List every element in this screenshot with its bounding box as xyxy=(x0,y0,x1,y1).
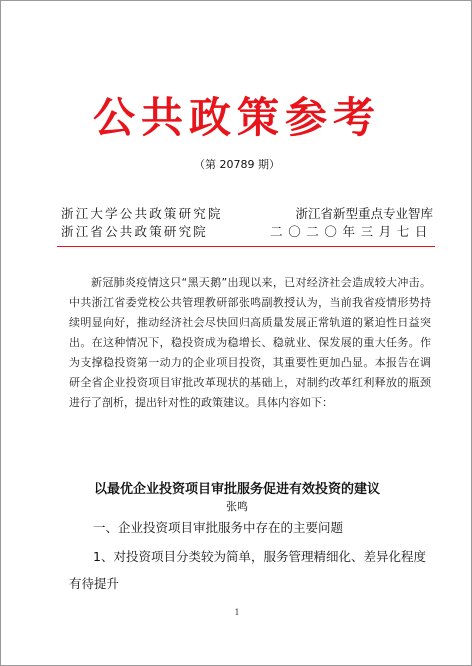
intro-paragraph: 新冠肺炎疫情这只“黑天鹅”出现以来，已对经济社会造成较大冲击。中共浙江省委党校公共管理教研部张鸣副教授认为，当前我省疫情形势持续明显向好，推动经济社会尽快回归高质量发展正常轨道的紧迫性日益突出。在这种情况下，稳投资成为稳增长、稳就业、保发展的重大任务。作为支撑稳投资第一动力的企业项目投资，其重要性更加凸显。本报告在调研全省企业投资项目审批改革现状的基础上，对制约改革红利释放的瓶颈进行了剖析，提出针对性的政策建议。具体内容如下： xyxy=(69,276,431,409)
document-title: 公共政策参考 xyxy=(92,93,381,142)
publisher-left-2: 浙江省公共政策研究院 xyxy=(61,224,209,239)
section-heading: 一、企业投资项目审批服务中存在的主要问题 xyxy=(93,520,344,535)
publisher-row-2 xyxy=(61,224,433,240)
publisher-right-1: 浙江省新型重点专业智库 xyxy=(295,206,433,221)
header-divider xyxy=(57,246,435,247)
publisher-row-1 xyxy=(61,206,433,222)
report-author: 张鸣 xyxy=(226,500,248,513)
publisher-left-1: 浙江大学公共政策研究院 xyxy=(61,206,223,221)
point-1: 1、对投资项目分类较为简单，服务管理精细化、差异化程度有待提升 xyxy=(69,549,426,591)
report-subtitle: 以最优企业投资项目审批服务促进有效投资的建议 xyxy=(93,482,380,497)
page-number: 1 xyxy=(234,608,240,617)
publication-date: 二〇二〇年三月七日 xyxy=(270,224,433,239)
issue-number: （第 20789 期） xyxy=(194,158,280,171)
